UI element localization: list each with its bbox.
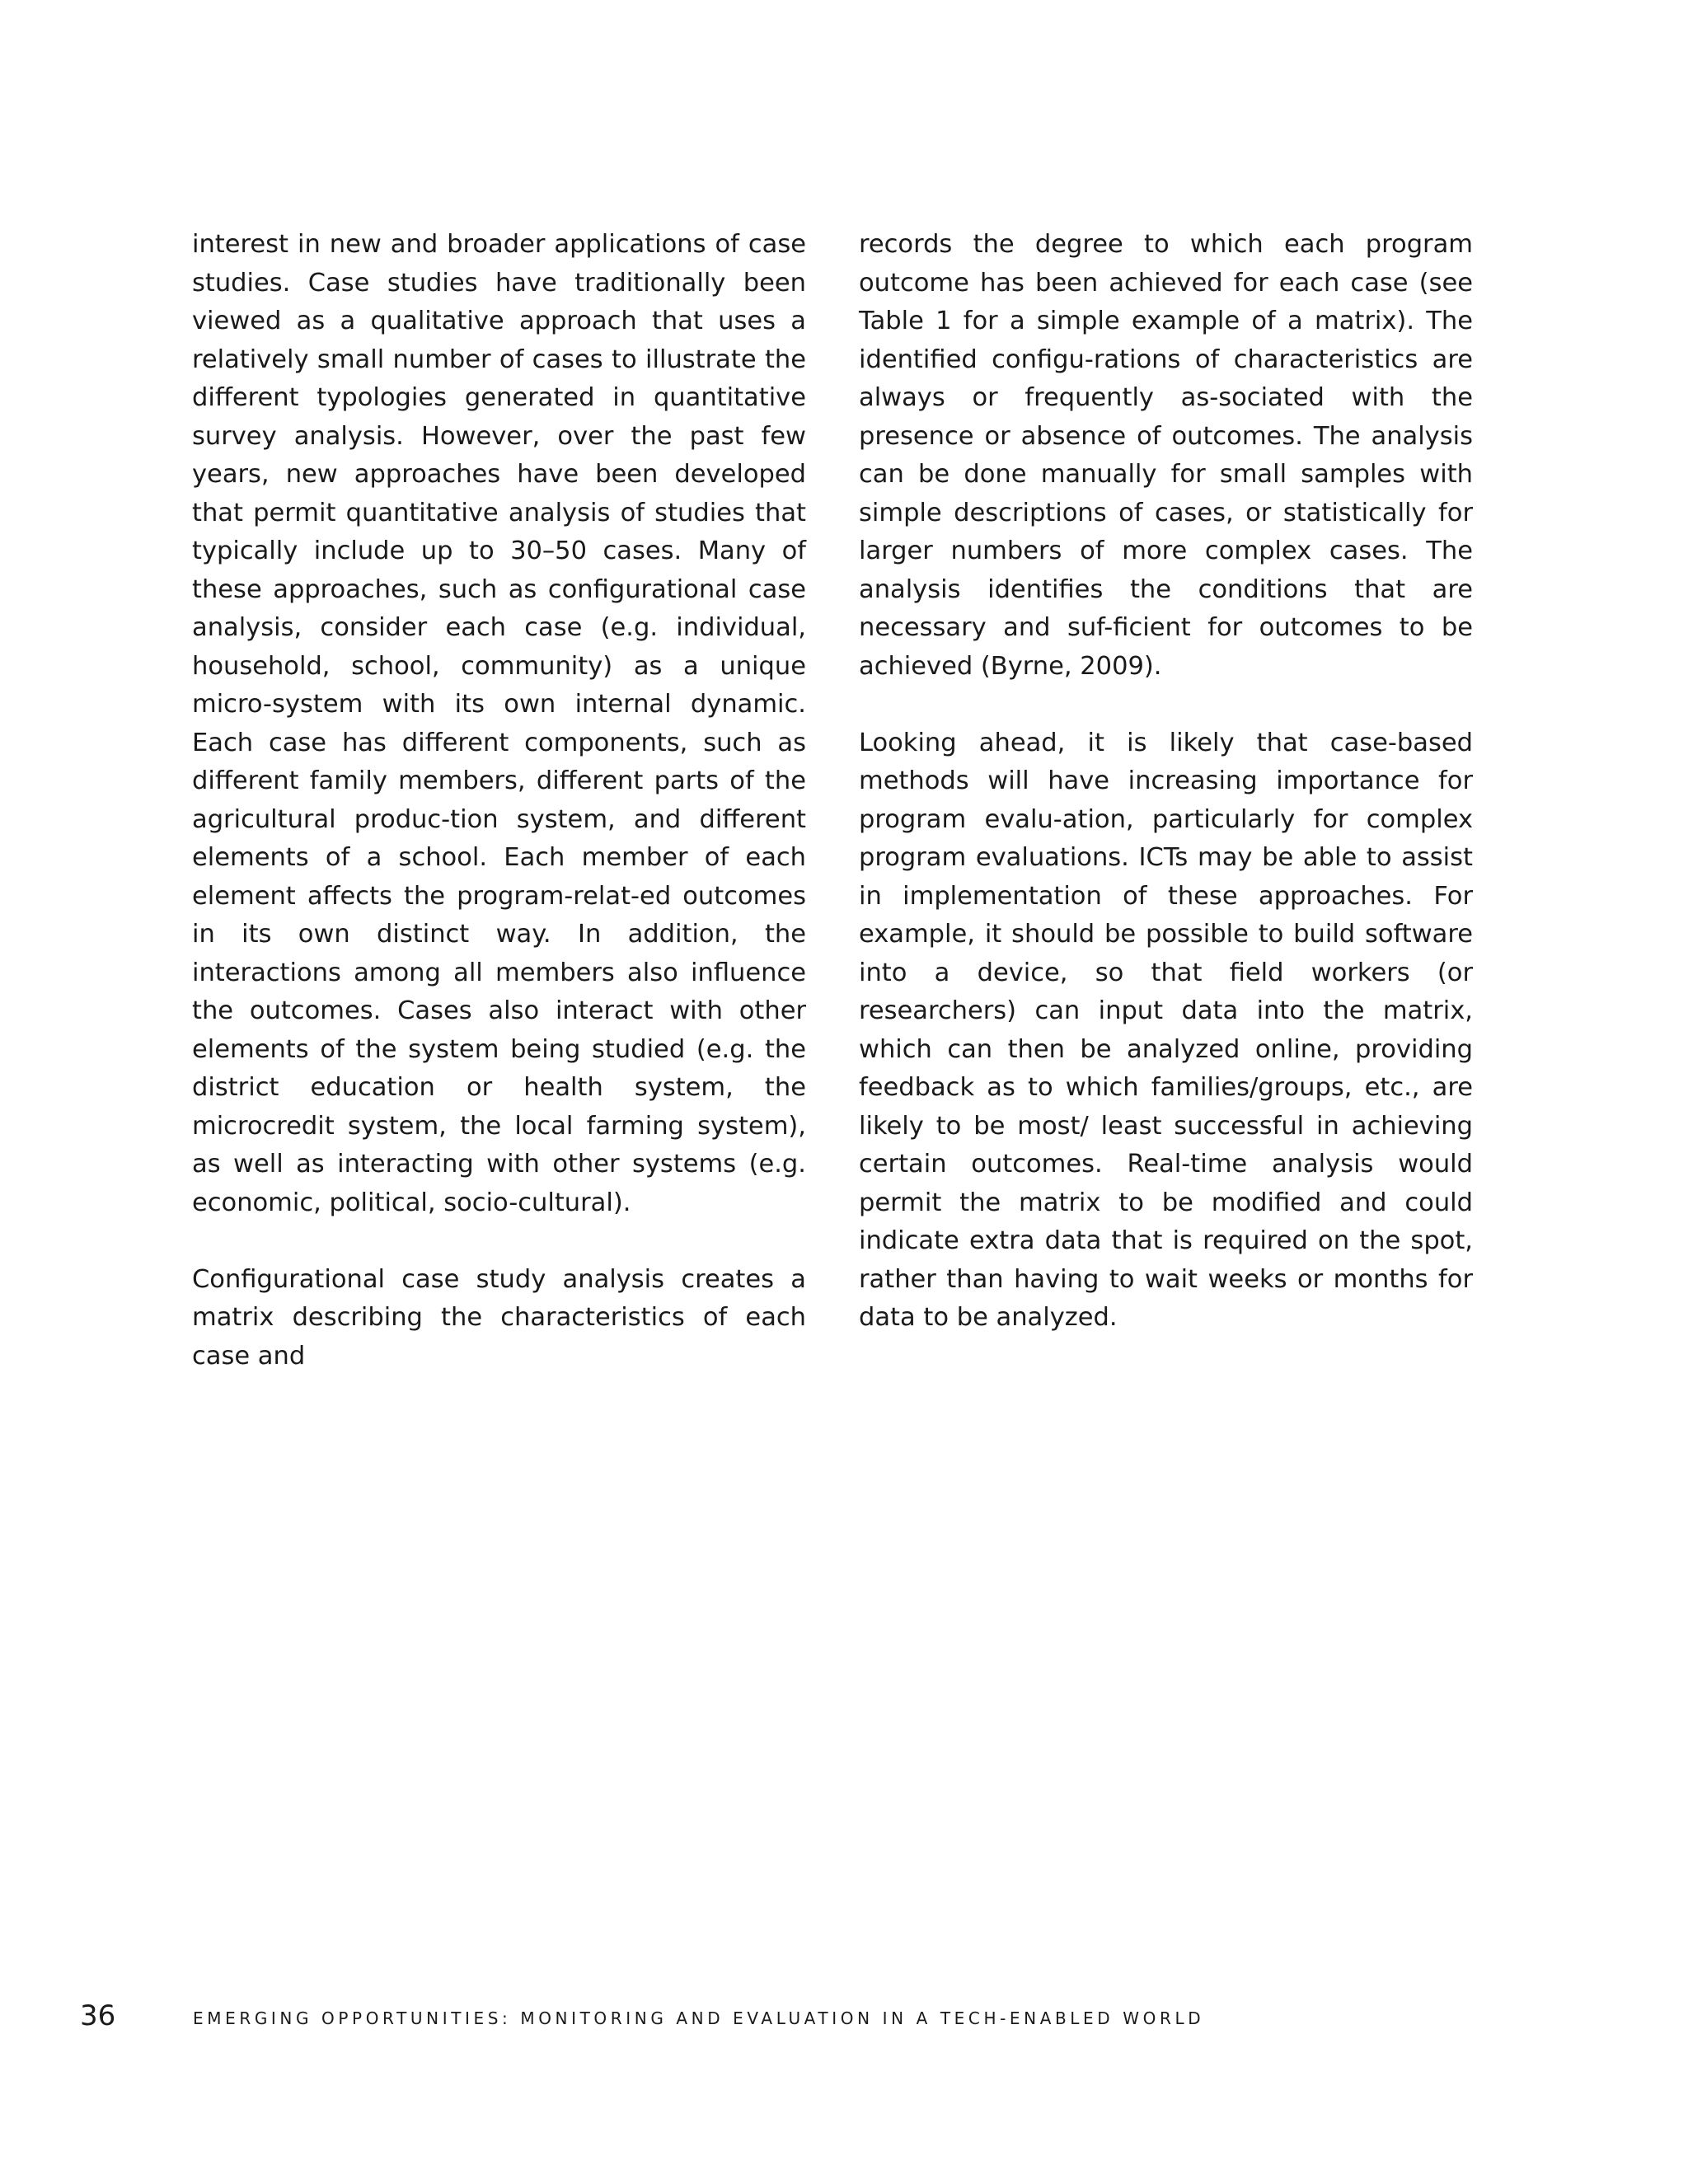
paragraph: records the degree to which each program outcome has been achieved for each case (see Table 1 for a simple example of a matrix). The identified configu-rations of characteristics are always or frequently as-sociated with the presence or absence of outcomes. The analysis can be done manually for small samples with simple descriptions of cases, or statistically for larger numbers of more complex cases. The analysis identifies the conditions that are necessary and suf-ficient for outcomes to be achieved (Byrne, 2009).	[859, 230, 1473, 681]
paragraph: Looking ahead, it is likely that case-based methods will have increasing importance for program evalu-ation, particularly for complex program evaluations. ICTs may be able to assist in implementation of these approaches. For example, it should be possible to build software into a device, so that field workers (or researchers) can input data into the matrix, which can then be analyzed online, providing feedback as to which families/groups, etc., are likely to be most/ least successful in achieving certain outcomes. Real-time analysis would permit the matrix to be modified and could indicate extra data that is required on the spot, rather than having to wait weeks or months for data to be analyzed.	[859, 728, 1473, 1332]
left-text-column	[192, 226, 806, 1376]
right-text-column	[859, 226, 1473, 1338]
paragraph: Configurational case study analysis creates a matrix describing the characteristics of each case and	[192, 1264, 806, 1371]
running-footer-title: EMERGING OPPORTUNITIES: MONITORING AND EVALUATION IN A TECH-ENABLED WORLD	[193, 2008, 1205, 2028]
page-number: 36	[80, 1999, 116, 2032]
paragraph: interest in new and broader applications of case studies. Case studies have traditionally been viewed as a qualitative approach that uses a relatively small number of cases to illustrate the different typologies generated in quantitative survey analysis. However, over the past few years, new approaches have been developed that permit quantitative analysis of studies that typically include up to 30–50 cases. Many of these approaches, such as configurational case analysis, consider each case (e.g. individual, household, school, community) as a unique micro-system with its own internal dynamic. Each case has different components, such as different family members, different parts of the agricultural produc-tion system, and different elements of a school. Each member of each element affects the program-relat-ed outcomes in its own distinct way. In addition, the interactions among all members also influence the outcomes. Cases also interact with other elements of the system being studied (e.g. the district education or health system, the microcredit system, the local farming system), as well as interacting with other systems (e.g. economic, political, socio-cultural).	[192, 230, 806, 1217]
